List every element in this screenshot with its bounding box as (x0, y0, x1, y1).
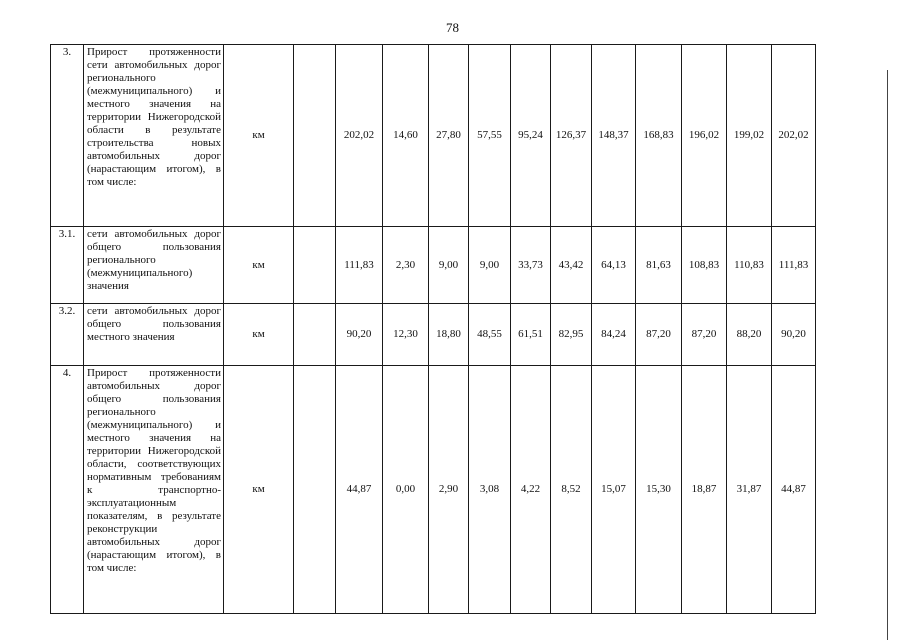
value-cell: 3,08 (469, 366, 511, 614)
table-row (51, 366, 816, 614)
table-row (51, 45, 816, 227)
value-cell: 9,00 (429, 227, 469, 304)
value-cell: 15,30 (636, 366, 682, 614)
value-cell: 8,52 (551, 366, 592, 614)
value-cell: 9,00 (469, 227, 511, 304)
table-row (51, 304, 816, 366)
value-cell: 44,87 (336, 366, 383, 614)
value-cell: 2,90 (429, 366, 469, 614)
value-cell: 88,20 (727, 304, 772, 366)
value-cell: 82,95 (551, 304, 592, 366)
indicator-name: Прирост протяженности сети автомобильных дорог регионального (межмуниципального) и местного значения на территории Нижегородской области в результате строительства новых автомобильных дорог (нарастающим итогом), в том числе: (84, 45, 224, 227)
row-number: 3. (51, 45, 84, 227)
unit-cell: км (224, 304, 294, 366)
indicator-name: сети автомобильных дорог общего пользования местного значения (84, 304, 224, 366)
value-cell: 27,80 (429, 45, 469, 227)
value-cell: 84,24 (592, 304, 636, 366)
value-cell: 61,51 (511, 304, 551, 366)
value-cell: 18,80 (429, 304, 469, 366)
value-cell: 33,73 (511, 227, 551, 304)
row-number: 3.2. (51, 304, 84, 366)
value-cell: 15,07 (592, 366, 636, 614)
page-number: 78 (446, 20, 459, 35)
value-cell: 111,83 (772, 227, 816, 304)
value-cell: 31,87 (727, 366, 772, 614)
empty-cell (294, 227, 336, 304)
value-cell: 57,55 (469, 45, 511, 227)
value-cell: 2,30 (383, 227, 429, 304)
page-edge-line (887, 70, 888, 640)
value-cell: 199,02 (727, 45, 772, 227)
value-cell: 14,60 (383, 45, 429, 227)
value-cell: 4,22 (511, 366, 551, 614)
empty-cell (294, 304, 336, 366)
empty-cell (294, 366, 336, 614)
value-cell: 111,83 (336, 227, 383, 304)
indicator-name: сети автомобильных дорог общего пользования регионального (межмуниципального) значения (84, 227, 224, 304)
value-cell: 18,87 (682, 366, 727, 614)
value-cell: 0,00 (383, 366, 429, 614)
unit-cell: км (224, 366, 294, 614)
value-cell: 87,20 (682, 304, 727, 366)
value-cell: 12,30 (383, 304, 429, 366)
value-cell: 108,83 (682, 227, 727, 304)
value-cell: 202,02 (772, 45, 816, 227)
row-number: 4. (51, 366, 84, 614)
indicator-name: Прирост протяженности автомобильных дорог общего пользования регионального (межмуниципального) и местного значения на территории Нижегородской области, соответствующих нормативным требованиям к транспортно-эксплуатационным показателям, в результате реконструкции автомобильных дорог (нарастающим итогом), в том числе: (84, 366, 224, 614)
value-cell: 126,37 (551, 45, 592, 227)
value-cell: 148,37 (592, 45, 636, 227)
value-cell: 44,87 (772, 366, 816, 614)
value-cell: 87,20 (636, 304, 682, 366)
value-cell: 110,83 (727, 227, 772, 304)
value-cell: 196,02 (682, 45, 727, 227)
indicators-table (50, 44, 816, 614)
value-cell: 95,24 (511, 45, 551, 227)
row-number: 3.1. (51, 227, 84, 304)
value-cell: 43,42 (551, 227, 592, 304)
value-cell: 90,20 (336, 304, 383, 366)
unit-cell: км (224, 45, 294, 227)
empty-cell (294, 45, 336, 227)
table-row (51, 227, 816, 304)
value-cell: 64,13 (592, 227, 636, 304)
unit-cell: км (224, 227, 294, 304)
value-cell: 48,55 (469, 304, 511, 366)
value-cell: 90,20 (772, 304, 816, 366)
value-cell: 202,02 (336, 45, 383, 227)
value-cell: 81,63 (636, 227, 682, 304)
value-cell: 168,83 (636, 45, 682, 227)
